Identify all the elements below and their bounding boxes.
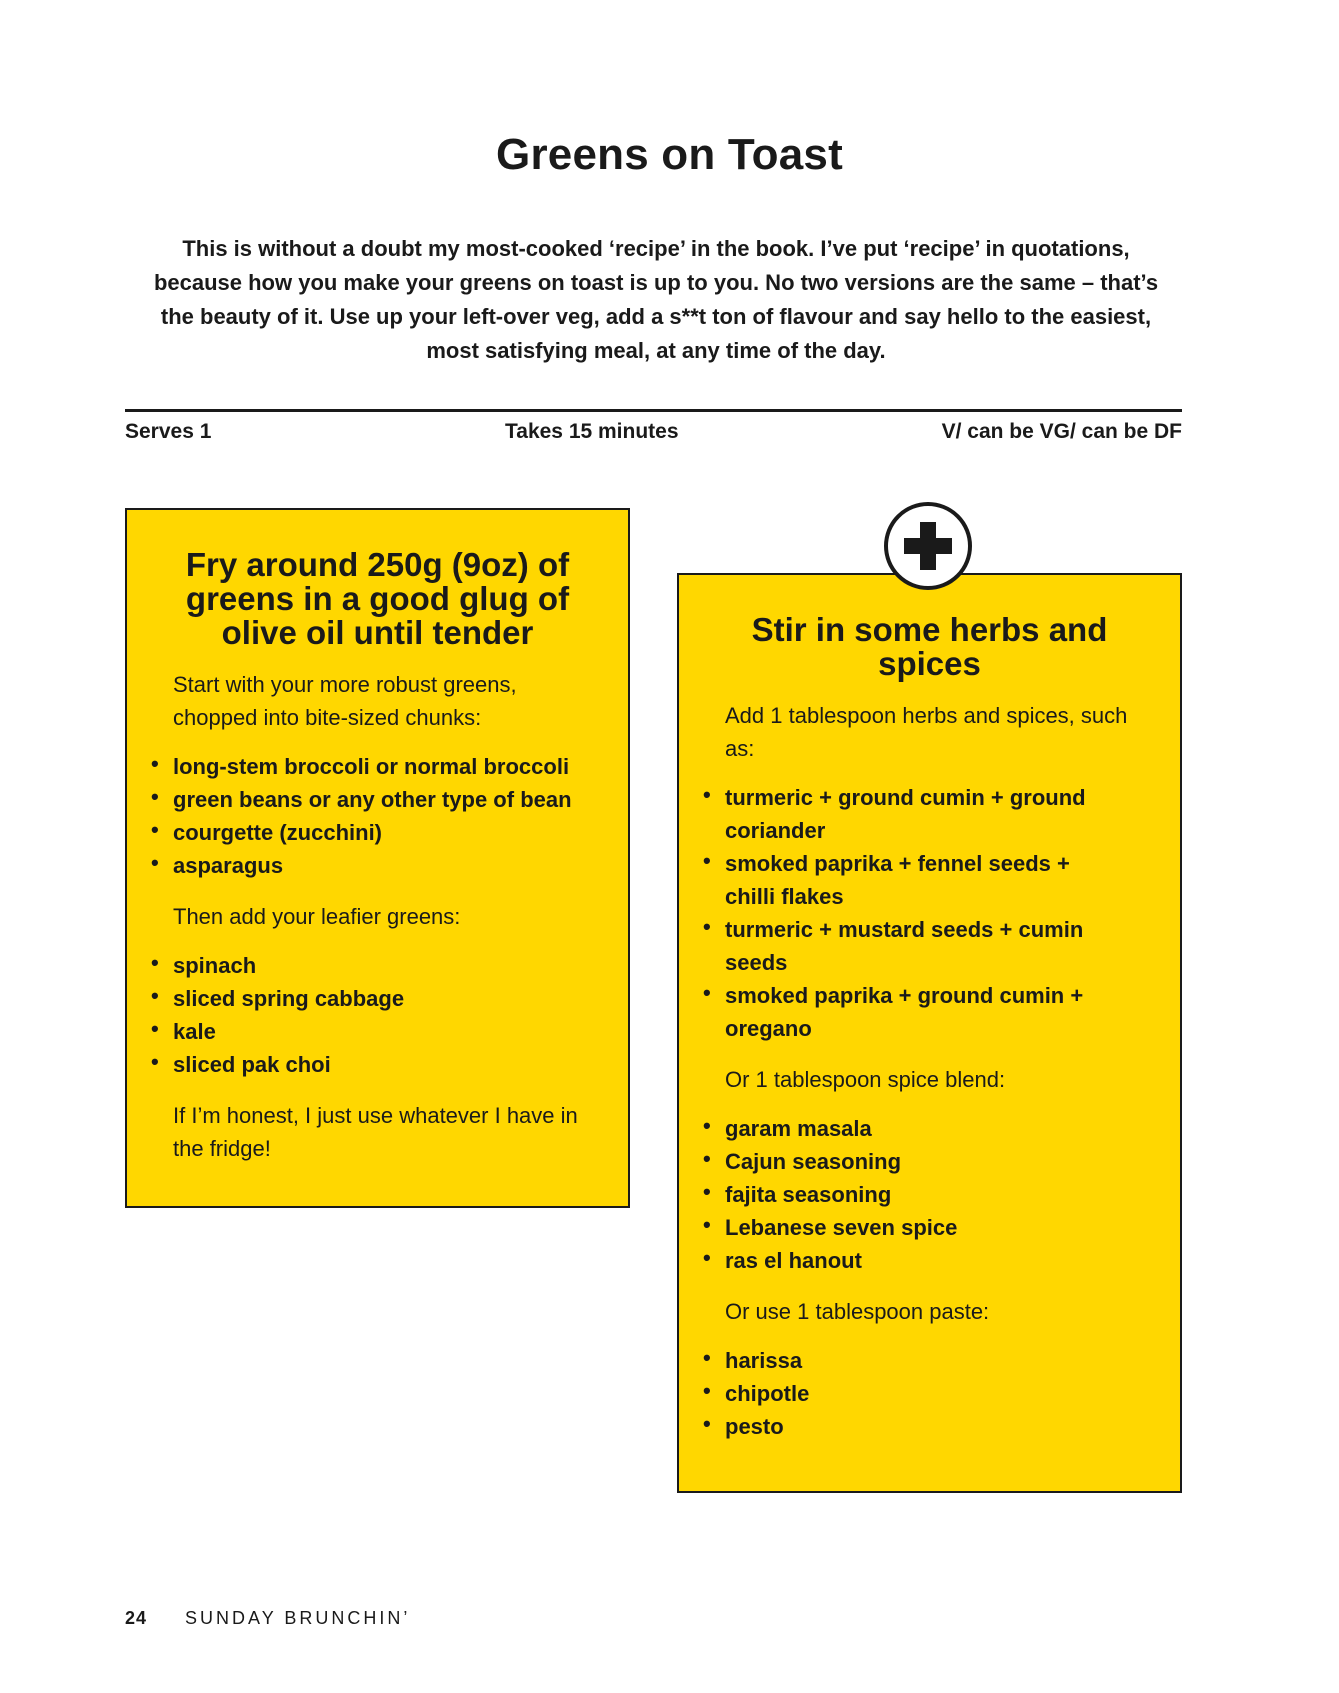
list-item: • harissa xyxy=(725,1344,1180,1377)
divider-rule xyxy=(125,409,1182,412)
greens-step-card xyxy=(125,508,630,1208)
paste-list xyxy=(679,1344,1180,1443)
list-item: • turmeric + ground cumin + ground coriander xyxy=(725,781,1180,847)
herbs-spices-step-card xyxy=(677,573,1182,1493)
servings: Serves 1 xyxy=(125,420,212,443)
list-item: • courgette (zucchini) xyxy=(173,816,628,849)
greens-step-heading: Fry around 250g (9oz) of greens in a good glug of olive oil until tender xyxy=(185,546,570,651)
recipe-intro: This is without a doubt my most-cooked ‘recipe’ in the book. I’ve put ‘recipe’ in quotations, because how you make your greens on toast is up to you. No two versions are the same – that’s the beauty of it. Use up your left-over veg, add a s**t ton of flavour and say hello to the easiest, most satisfying meal, at any time of the day. xyxy=(153,236,1159,363)
page-footer xyxy=(125,1608,410,1629)
diet-info: V/ can be VG/ can be DF xyxy=(941,420,1182,443)
paste-note: Or use 1 tablespoon paste: xyxy=(725,1299,990,1324)
list-item: • turmeric + mustard seeds + cumin seeds xyxy=(725,913,1180,979)
list-item: • smoked paprika + fennel seeds + chilli flakes xyxy=(725,847,1180,913)
section-name: SUNDAY BRUNCHIN’ xyxy=(185,1608,411,1628)
list-item: • sliced spring cabbage xyxy=(173,982,628,1015)
list-item: • pesto xyxy=(725,1410,1180,1443)
robust-greens-list xyxy=(127,750,628,882)
list-item: • long-stem broccoli or normal broccoli xyxy=(173,750,628,783)
plus-icon-vertical-bar xyxy=(920,522,936,570)
list-item: • fajita seasoning xyxy=(725,1178,1180,1211)
list-item: • smoked paprika + ground cumin + oregano xyxy=(725,979,1180,1045)
spice-blend-note: Or 1 tablespoon spice blend: xyxy=(725,1067,1006,1092)
spice-blend-list xyxy=(679,1112,1180,1277)
herbs-spices-list xyxy=(679,781,1180,1045)
leafy-greens-list xyxy=(127,949,628,1081)
leafy-greens-note: Then add your leafier greens: xyxy=(173,904,461,929)
list-item: • ras el hanout xyxy=(725,1244,1180,1277)
list-item: • asparagus xyxy=(173,849,628,882)
list-item: • Cajun seasoning xyxy=(725,1145,1180,1178)
list-item: • sliced pak choi xyxy=(173,1048,628,1081)
page-number: 24 xyxy=(125,1608,148,1628)
plus-icon xyxy=(884,502,972,590)
fridge-note: If I’m honest, I just use whatever I have in the fridge! xyxy=(173,1103,578,1161)
herbs-spices-note: Add 1 tablespoon herbs and spices, such as: xyxy=(725,703,1128,761)
page-title: Greens on Toast xyxy=(496,130,843,179)
herbs-spices-heading: Stir in some herbs and spices xyxy=(751,611,1108,682)
list-item: • spinach xyxy=(173,949,628,982)
list-item: • kale xyxy=(173,1015,628,1048)
cook-time: Takes 15 minutes xyxy=(505,420,679,443)
robust-greens-note: Start with your more robust greens, chopped into bite-sized chunks: xyxy=(173,672,517,730)
list-item: • green beans or any other type of bean xyxy=(173,783,628,816)
list-item: • Lebanese seven spice xyxy=(725,1211,1180,1244)
list-item: • garam masala xyxy=(725,1112,1180,1145)
list-item: • chipotle xyxy=(725,1377,1180,1410)
